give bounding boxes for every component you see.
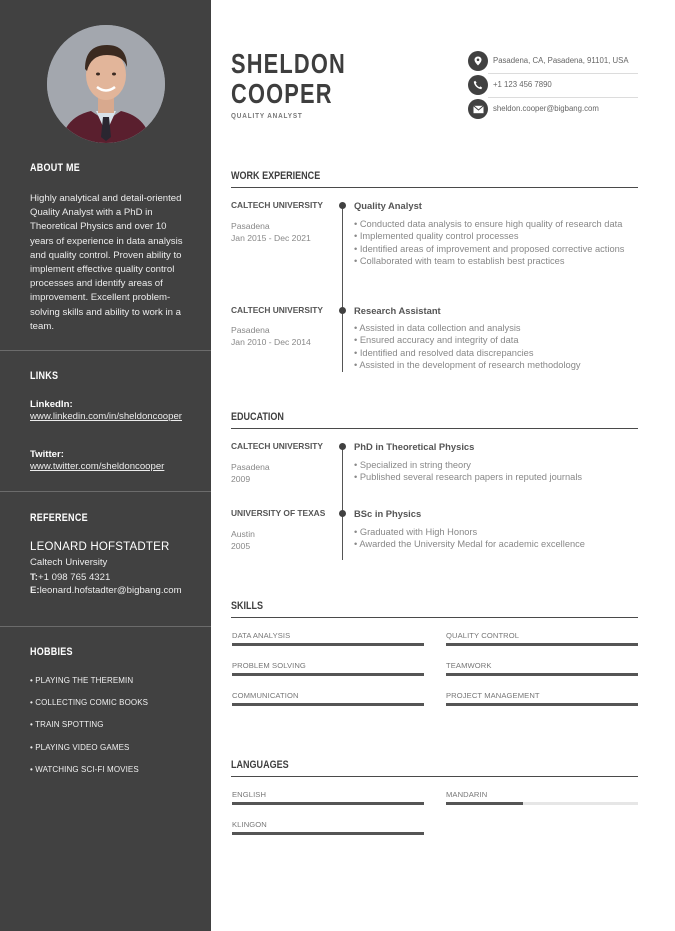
divider [0,626,211,627]
phone-icon [468,75,488,95]
hobby-item: • PLAYING THE THEREMIN [30,676,134,685]
timeline-dot [339,443,346,450]
work-experience-heading: WORK EXPERIENCE [231,170,321,182]
divider [488,73,638,74]
entry-org: UNIVERSITY OF TEXAS [231,508,326,518]
timeline-dot [339,202,346,209]
entry-role: PhD in Theoretical Physics [354,441,475,452]
reference-email-value: leonard.hofstadter@bigbang.com [39,585,182,596]
language-bar [232,802,424,805]
entry-org: CALTECH UNIVERSITY [231,200,323,210]
skill-label: COMMUNICATION [232,691,299,700]
bullet-item: • Implemented quality control processes [354,230,640,242]
job-title: QUALITY ANALYST [231,111,303,120]
bullet-item: • Graduated with High Honors [354,526,640,538]
language-bar-fill [446,802,523,805]
skill-bar-fill [446,673,638,676]
entry-role: BSc in Physics [354,508,422,519]
skill-bar-fill [446,703,638,706]
entry-role: Quality Analyst [354,200,422,211]
address-text: Pasadena, CA, Pasadena, 91101, USA [493,56,629,65]
linkedin-link[interactable]: www.linkedin.com/in/sheldoncooper [30,411,182,422]
contact-email [468,99,638,119]
contact-phone [468,75,638,95]
section-rule [231,428,638,429]
envelope-icon [468,99,488,119]
bullet-item: • Assisted in the development of research methodology [354,359,640,371]
bullet-item: • Specialized in string theory [354,459,640,471]
reference-email-label: E: [30,585,40,596]
entry-location: Pasadena [231,325,270,335]
bullet-item: • Ensured accuracy and integrity of data [354,334,640,346]
language-label: MANDARIN [446,790,488,799]
language-label: ENGLISH [232,790,267,799]
hobbies-heading: HOBBIES [30,646,73,658]
entry-location: Pasadena [231,221,270,231]
bullet-item: • Assisted in data collection and analysis [354,322,640,334]
last-name: COOPER [231,78,333,109]
entry-bullets [354,218,640,268]
reference-phone-label: T: [30,572,38,583]
link-linkedin [30,399,182,423]
bullet-item: • Awarded the University Medal for academic excellence [354,538,640,550]
entry-org: CALTECH UNIVERSITY [231,441,323,451]
skill-label: PROBLEM SOLVING [232,661,306,670]
entry-role: Research Assistant [354,305,441,316]
skill-label: PROJECT MANAGEMENT [446,691,540,700]
skill-bar [446,673,638,676]
skill-bar-fill [232,673,424,676]
skill-bar [232,703,424,706]
skill-bar-fill [232,703,424,706]
entry-location: Austin [231,529,255,539]
entry-location: Pasadena [231,462,270,472]
entry-bullets [354,459,640,484]
reference-phone-value: +1 098 765 4321 [38,572,111,583]
twitter-link[interactable]: www.twitter.com/sheldoncooper [30,461,165,472]
phone-text: +1 123 456 7890 [493,80,552,89]
entry-bullets [354,322,640,372]
section-rule [231,776,638,777]
contact-address [468,51,638,71]
skill-bar [232,643,424,646]
reference-heading: REFERENCE [30,512,88,524]
hobby-item: • WATCHING SCI-FI MOVIES [30,765,139,774]
language-label: KLINGON [232,820,267,829]
skill-label: DATA ANALYSIS [232,631,291,640]
about-text: Highly analytical and detail-oriented Quality Analyst with a PhD in Theoretical Physics and over 10 years of experience in data analysis and quality control. Proven ability to implement effective quality control processes and identify areas of improvement. Excellent problem-solving skills and ability to work in a team. [30,193,183,332]
entry-dates: Jan 2015 - Dec 2021 [231,233,311,243]
linkedin-label: LinkedIn: [30,399,73,410]
timeline-line [342,446,343,560]
first-name: SHELDON [231,48,346,79]
language-bar-fill [232,832,424,835]
bullet-item: • Conducted data analysis to ensure high quality of research data [354,218,640,230]
entry-dates: 2009 [231,474,251,484]
divider [488,97,638,98]
reference-name: LEONARD HOFSTADTER [30,541,170,553]
skills-heading: SKILLS [231,600,264,612]
divider [0,491,211,492]
language-bar-fill [232,802,424,805]
language-bar [232,832,424,835]
profile-photo [47,25,165,143]
timeline-dot [339,307,346,314]
location-pin-icon [468,51,488,71]
skill-label: QUALITY CONTROL [446,631,520,640]
entry-dates: Jan 2010 - Dec 2014 [231,337,311,347]
section-rule [231,617,638,618]
language-bar [446,802,638,805]
education-heading: EDUCATION [231,411,284,423]
skill-bar [232,673,424,676]
skill-bar [446,643,638,646]
link-twitter [30,449,190,473]
bullet-item: • Identified areas of improvement and proposed corrective actions [354,243,640,255]
reference-phone [30,572,110,583]
skill-bar-fill [232,643,424,646]
hobby-item: • COLLECTING COMIC BOOKS [30,698,149,707]
skill-bar-fill [446,643,638,646]
about-heading: ABOUT ME [30,162,81,174]
section-rule [231,187,638,188]
entry-dates: 2005 [231,541,251,551]
entry-bullets [354,526,640,551]
timeline-dot [339,510,346,517]
entry-org: CALTECH UNIVERSITY [231,305,323,315]
sidebar [0,0,211,931]
bullet-item: • Identified and resolved data discrepancies [354,347,640,359]
skill-label: TEAMWORK [446,661,492,670]
bullet-item: • Published several research papers in reputed journals [354,471,640,483]
twitter-label: Twitter: [30,449,64,460]
bullet-item: • Collaborated with team to establish best practices [354,255,640,267]
languages-heading: LANGUAGES [231,759,289,771]
links-heading: LINKS [30,370,59,382]
email-text[interactable]: sheldon.cooper@bigbang.com [493,104,599,113]
hobby-item: • PLAYING VIDEO GAMES [30,743,130,752]
hobby-item: • TRAIN SPOTTING [30,720,104,729]
skill-bar [446,703,638,706]
timeline-line [342,205,343,372]
reference-email [30,585,182,598]
reference-org: Caltech University [30,557,108,568]
divider [0,350,211,351]
